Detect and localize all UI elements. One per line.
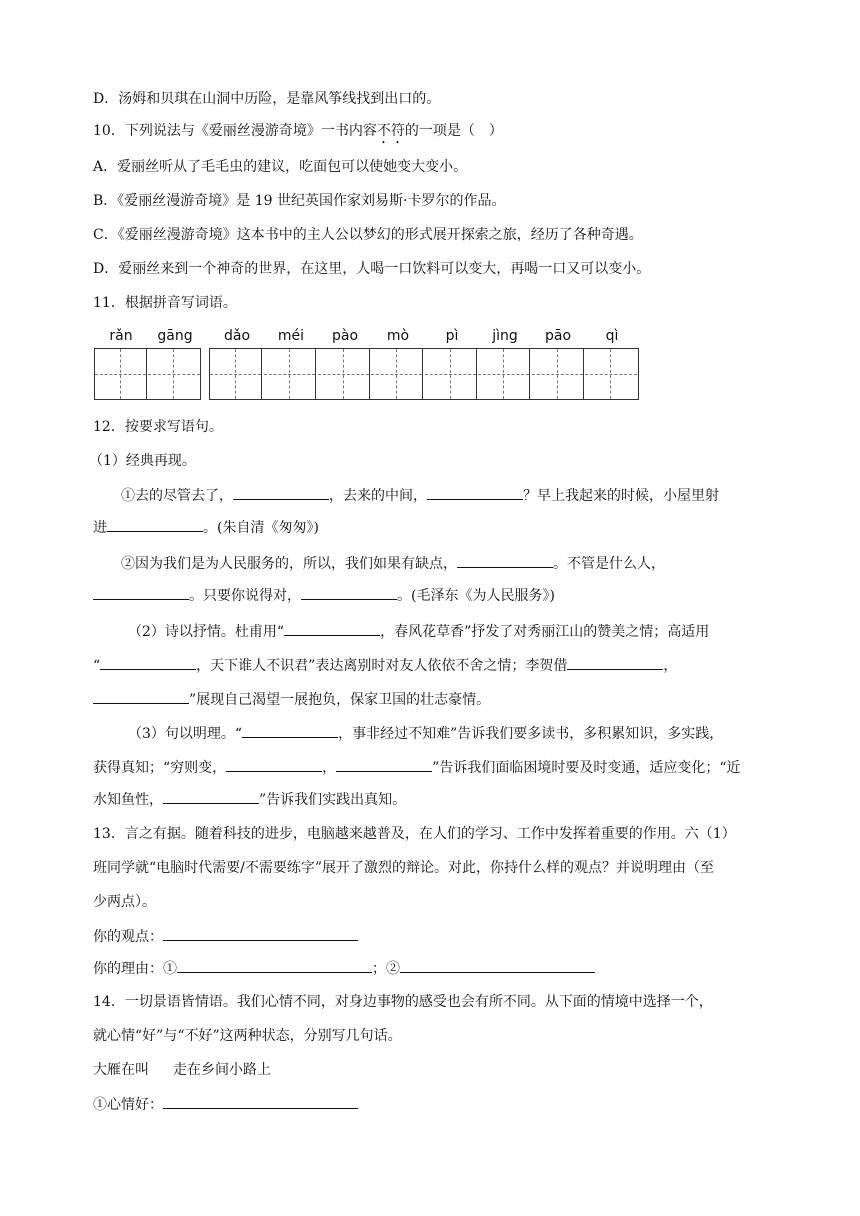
text: ？早上我起来的时候，小屋里射 [523, 488, 719, 504]
q10-option-d: D．爱丽丝来到一个神奇的世界，在这里，人喝一口饮料可以变大，再喝一口又可以变小。 [93, 261, 651, 277]
text: ；② [372, 961, 400, 977]
text: ，去来的中间， [329, 488, 427, 504]
tianzige-cell[interactable] [371, 349, 423, 399]
text: ，天下谁人不识君”表达离别时对友人依依不舍之情；李贺借 [196, 658, 568, 674]
scene-option: 走在乡间小路上 [173, 1062, 271, 1078]
text: 获得真知；“穷则变， [93, 760, 227, 776]
tianzige-cell[interactable] [148, 349, 200, 399]
text: ②因为我们是为人民服务的，所以，我们如果有缺点， [121, 556, 457, 572]
q12-p3-line2 [93, 757, 741, 778]
q10-option-a: A．爱丽丝听从了毛毛虫的建议，吃面包可以使她变大变小。 [93, 159, 468, 175]
answer-blank[interactable] [93, 689, 189, 704]
answer-blank[interactable] [93, 585, 189, 600]
q14-line1: 14．一切景语皆情语。我们心情不同，对身边事物的感受也会有所不同。从下面的情境中选择一个， [93, 994, 713, 1010]
pinyin-label: rǎn [109, 328, 133, 344]
q14-good-row [93, 1094, 358, 1115]
text: ”展现自己渴望一展抱负，保家卫国的壮志豪情。 [189, 692, 491, 708]
q12-p2-line1 [128, 621, 709, 642]
tianzige-grid-1[interactable] [94, 348, 201, 400]
pinyin-label: gāng [157, 328, 193, 344]
q12-p2-line2 [93, 655, 677, 676]
text: “ [93, 658, 101, 674]
text: 。(毛泽东《为人民服务》) [397, 588, 555, 604]
text: ， [663, 658, 678, 674]
tianzige-cell[interactable] [478, 349, 530, 399]
pinyin-label: méi [277, 328, 305, 344]
q12-p3-line1 [128, 723, 723, 744]
q10-stem-pre: 10．下列说法与《爱丽丝漫游奇境》一书内容 [93, 123, 377, 139]
view-answer-blank[interactable] [163, 926, 358, 941]
tianzige-cell[interactable] [532, 349, 584, 399]
q13-line3: 少两点）。 [93, 894, 156, 910]
reason-label: 你的理由：① [93, 961, 177, 977]
q12-part1-title: （1）经典再现。 [89, 453, 196, 469]
tianzige-grid-2[interactable] [209, 348, 639, 400]
tianzige-cell[interactable] [95, 349, 147, 399]
q10-option-c: C．《爱丽丝漫游奇境》这本书中的主人公以梦幻的形式展开探索之旅，经历了各种奇遇。 [93, 227, 643, 243]
pinyin-label: mò [386, 328, 410, 344]
text: ，春风花草香”抒发了对秀丽江山的赞美之情；高适用 [380, 624, 710, 640]
q12-p1-line2 [93, 517, 319, 538]
pinyin-label: pào [331, 328, 359, 344]
answer-blank[interactable] [457, 553, 553, 568]
pinyin-label: jìng [492, 328, 518, 344]
pinyin-label: qì [605, 328, 619, 344]
tianzige-cell[interactable] [264, 349, 316, 399]
reason1-answer-blank[interactable] [177, 958, 372, 973]
text: 进 [93, 520, 107, 536]
text: （3）句以明理。“ [128, 726, 243, 742]
pinyin-label: pāo [544, 328, 572, 344]
answer-blank[interactable] [233, 485, 329, 500]
q13-line2: 班同学就“电脑时代需要/不需要练字”展开了激烈的辩论。对此，你持什么样的观点？并说明理由（至 [93, 860, 715, 876]
text: （2）诗以抒情。杜甫用“ [128, 624, 285, 640]
pinyin-label: dǎo [223, 328, 251, 344]
answer-blank[interactable] [567, 655, 663, 670]
tianzige-cell[interactable] [210, 349, 262, 399]
answer-blank[interactable] [163, 789, 259, 804]
answer-blank[interactable] [427, 485, 523, 500]
tianzige-cell[interactable] [318, 349, 370, 399]
text: ，事非经过不知难”告诉我们要多读书，多积累知识，多实践， [338, 726, 724, 742]
q14-scenes [93, 1060, 271, 1080]
tianzige-cell[interactable] [585, 349, 637, 399]
q10-option-b: B．《爱丽丝漫游奇境》是 19 世纪英国作家刘易斯·卡罗尔的作品。 [93, 193, 506, 209]
text: 。只要你说得对， [189, 588, 301, 604]
q12-p1-line3 [121, 553, 665, 574]
q10-stem [93, 121, 503, 147]
answer-blank[interactable] [100, 655, 196, 670]
q14-line2: 就心情“好”与“不好”这两种状态，分别写几句话。 [93, 1028, 402, 1044]
answer-blank[interactable] [301, 585, 397, 600]
answer-blank[interactable] [336, 757, 432, 772]
text: ”告诉我们实践出真知。 [259, 792, 407, 808]
q12-p1-line1 [121, 485, 719, 506]
view-label: 你的观点： [93, 929, 163, 945]
text: 水知鱼性， [93, 792, 163, 808]
pinyin-label: pì [445, 328, 459, 344]
answer-blank[interactable] [107, 517, 203, 532]
q12-p3-line3 [93, 789, 406, 810]
answer-blank[interactable] [242, 723, 338, 738]
q12-p1-line4 [93, 585, 555, 606]
reason2-answer-blank[interactable] [400, 958, 595, 973]
q10-stem-emphasis: 不符 [376, 123, 405, 139]
q13-line1: 13．言之有据。随着科技的进步，电脑越来越普及，在人们的学习、工作中发挥着重要的作用。六（1） [93, 826, 736, 842]
text: 。(朱自清《匆匆》) [203, 520, 319, 536]
q12-p2-line3 [93, 689, 490, 710]
q13-view-row [93, 926, 358, 947]
q12-stem: 12．按要求写语句。 [93, 419, 223, 435]
q13-reason-row [93, 958, 595, 979]
q11-stem: 11．根据拼音写词语。 [93, 295, 237, 311]
text: ， [322, 760, 337, 776]
answer-blank[interactable] [284, 621, 380, 636]
text: 。不管是什么人， [553, 556, 665, 572]
q9-option-d: D．汤姆和贝琪在山洞中历险，是靠风筝线找到出口的。 [93, 91, 441, 107]
good-mood-label: ①心情好： [93, 1097, 163, 1113]
scene-option: 大雁在叫 [93, 1062, 149, 1078]
text: ①去的尽管去了， [121, 488, 233, 504]
tianzige-cell[interactable] [425, 349, 477, 399]
good-mood-answer-blank[interactable] [163, 1094, 358, 1109]
text: ”告诉我们面临困境时要及时变通，适应变化；“近 [432, 760, 741, 776]
answer-blank[interactable] [226, 757, 322, 772]
q10-stem-post: 的一项是（ ） [404, 123, 503, 139]
